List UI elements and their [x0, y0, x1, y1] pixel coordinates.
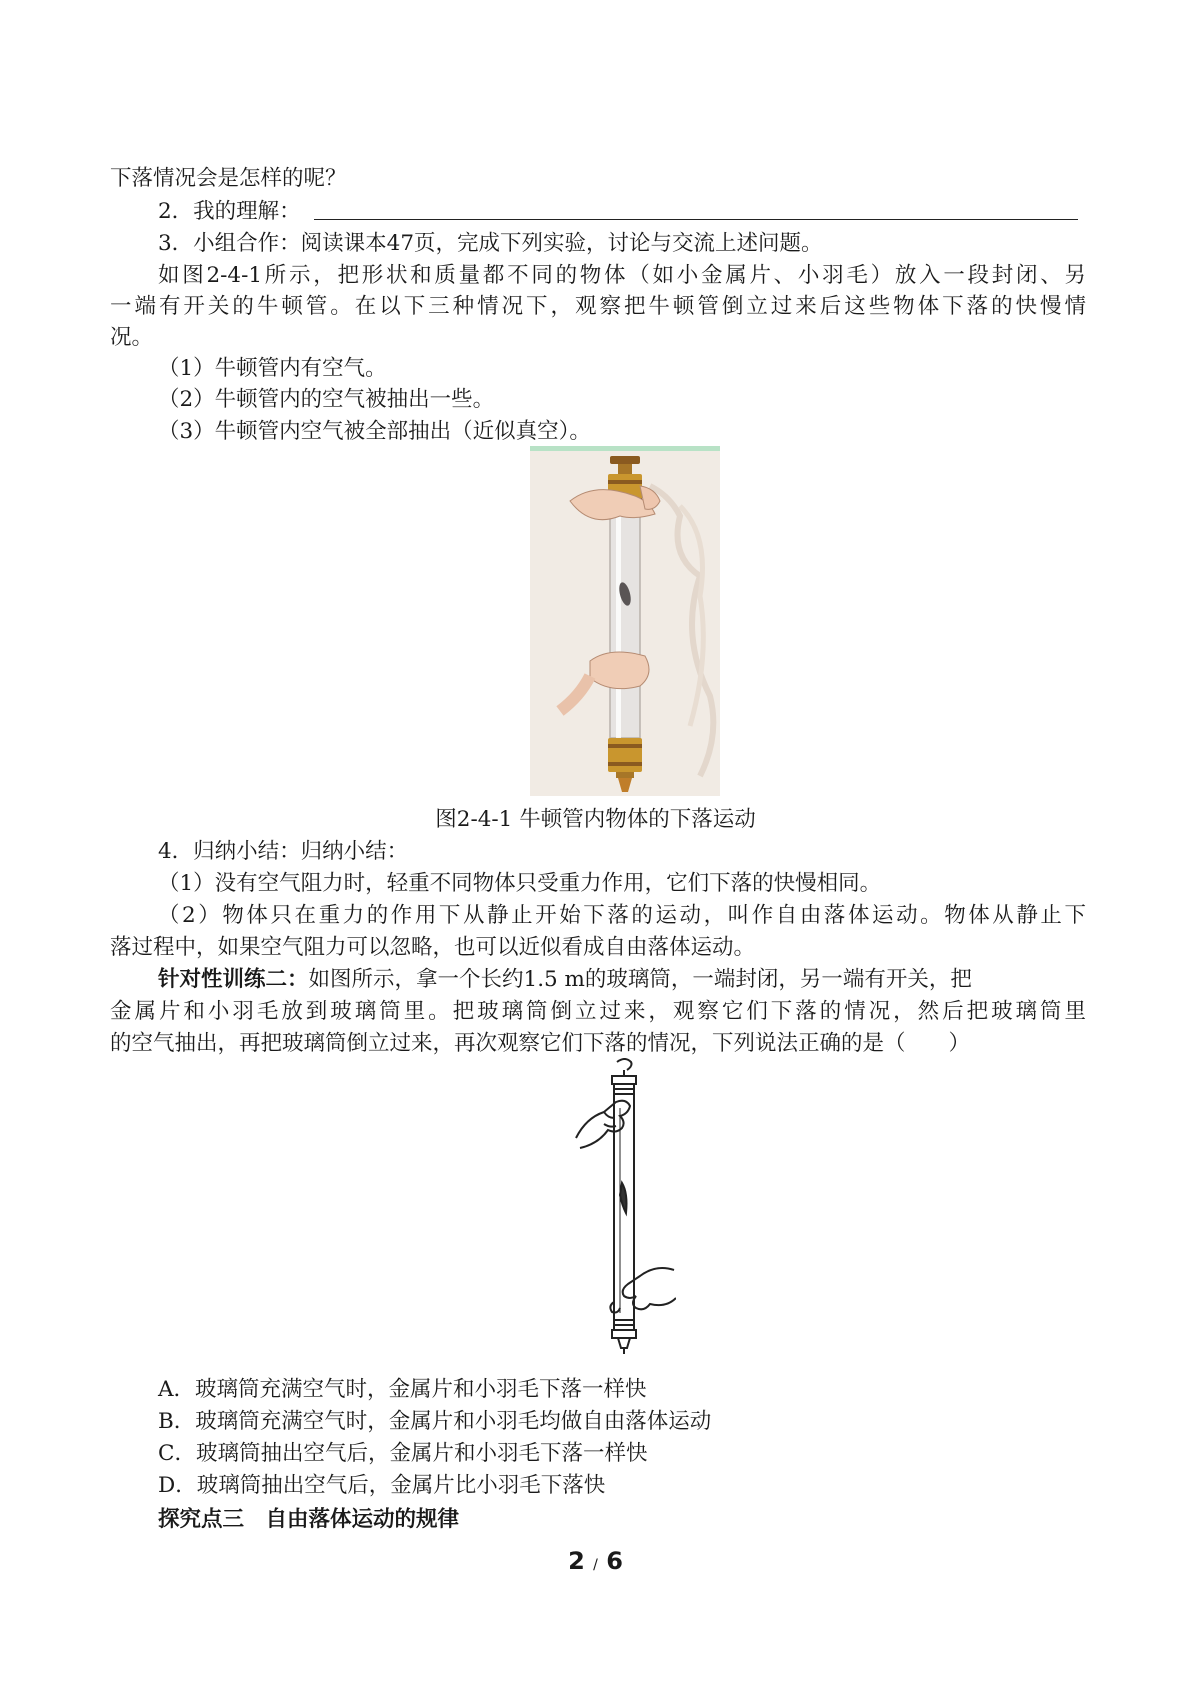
- text-condition-3: （3）牛顿管内空气被全部抽出（近似真空）。: [158, 419, 591, 444]
- text-condition-1: （1）牛顿管内有空气。: [158, 356, 387, 381]
- page-number: [0, 1547, 1191, 1575]
- page-separator: /: [593, 1557, 598, 1573]
- text-group-work: 3．小组合作：阅读课本47页，完成下列实验，讨论与交流上述问题。: [158, 231, 823, 256]
- figure-caption: 图2-4-1 牛顿管内物体的下落运动: [435, 807, 756, 832]
- text-exercise-line-3: 的空气抽出，再把玻璃筒倒立过来，再次观察它们下落的情况，下列说法正确的是（ ）: [110, 1031, 971, 1056]
- text-line-continuation: 下落情况会是怎样的呢？: [110, 166, 347, 191]
- page-current: 2: [568, 1547, 585, 1575]
- exercise-label: 针对性训练二：: [158, 967, 309, 992]
- option-c[interactable]: C．玻璃筒抽出空气后，金属片和小羽毛下落一样快: [158, 1441, 648, 1466]
- section-heading: 探究点三 自由落体运动的规律: [158, 1507, 460, 1532]
- option-b[interactable]: B．玻璃筒充满空气时，金属片和小羽毛均做自由落体运动: [158, 1409, 712, 1434]
- option-a[interactable]: A．玻璃筒充满空气时，金属片和小羽毛下落一样快: [158, 1377, 647, 1402]
- text-exercise-line-2: 金属片和小羽毛放到玻璃筒里。把玻璃筒倒立过来，观察它们下落的情况，然后把玻璃筒里: [110, 999, 1086, 1024]
- text-summary-2: （2）物体只在重力的作用下从静止开始下落的运动，叫作自由落体运动。物体从静止下: [158, 903, 1086, 928]
- text-my-understanding: 2．我的理解：: [158, 199, 301, 224]
- newton-tube-photo: [530, 446, 720, 796]
- text-summary-title: 4．归纳小结：归纳小结：: [158, 839, 409, 864]
- text-condition-2: （2）牛顿管内的空气被抽出一些。: [158, 387, 495, 412]
- exercise-text: 如图所示，拿一个长约1.5 m的玻璃筒，一端封闭，另一端有开关，把: [308, 967, 972, 992]
- text-exercise-line-1: [158, 964, 972, 996]
- glass-tube-line-drawing: [574, 1058, 676, 1358]
- page-total: 6: [606, 1547, 623, 1575]
- option-d[interactable]: D．玻璃筒抽出空气后，金属片比小羽毛下落快: [158, 1473, 606, 1498]
- text-summary-1: （1）没有空气阻力时，轻重不同物体只受重力作用，它们下落的快慢相同。: [158, 871, 882, 896]
- text-experiment-intro-2: 一端有开关的牛顿管。在以下三种情况下，观察把牛顿管倒立过来后这些物体下落的快慢情: [110, 294, 1086, 319]
- text-experiment-intro-1: 如图2-4-1所示，把形状和质量都不同的物体（如小金属片、小羽毛）放入一段封闭、另: [158, 263, 1086, 288]
- text-summary-3: 落过程中，如果空气阻力可以忽略，也可以近似看成自由落体运动。: [110, 935, 756, 960]
- answer-blank-line[interactable]: [314, 219, 1078, 220]
- text-experiment-intro-3: 况。: [110, 325, 154, 350]
